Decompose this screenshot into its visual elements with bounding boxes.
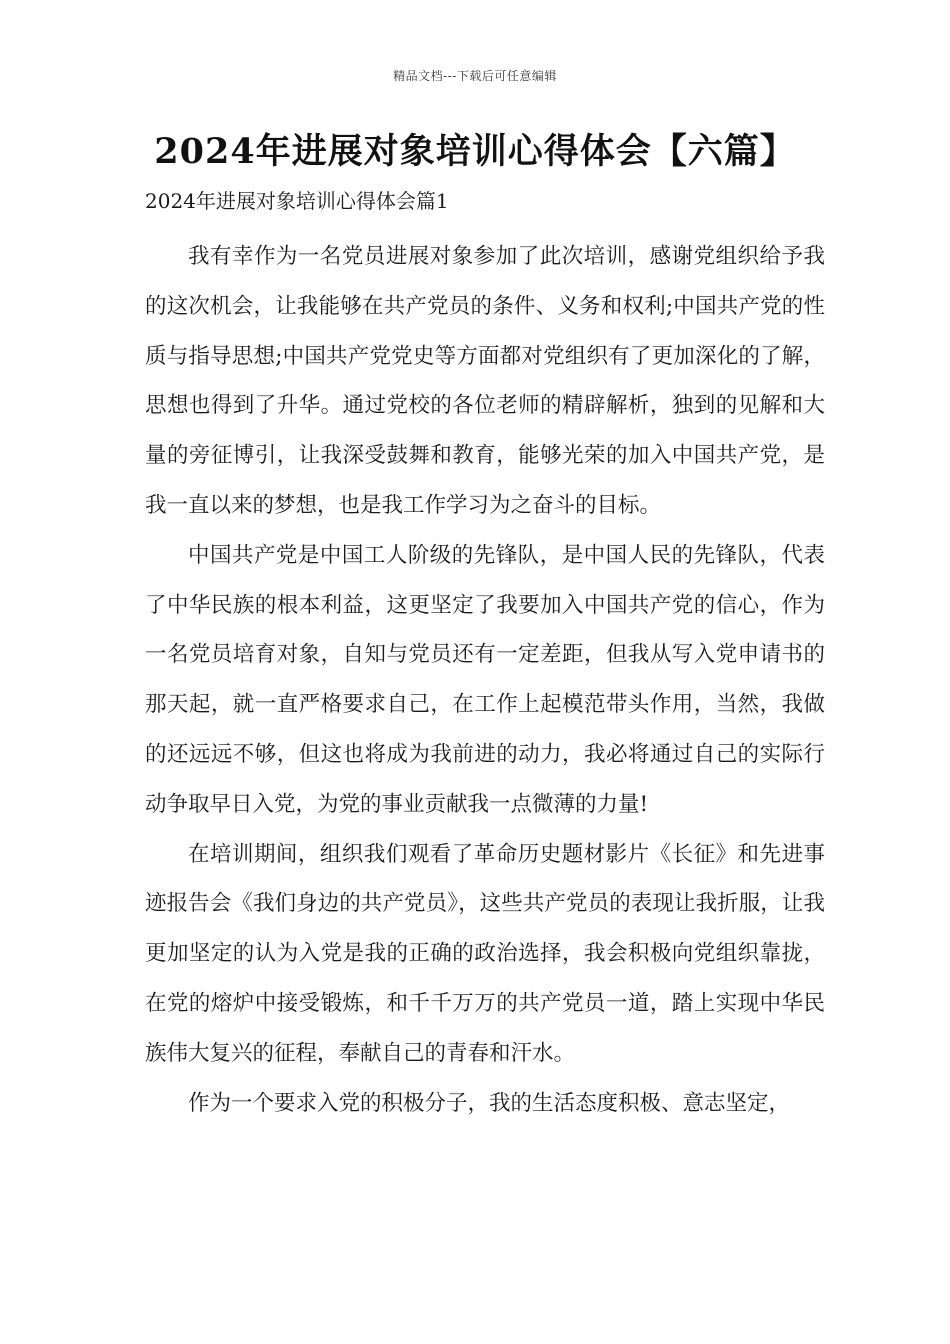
header-note: 精品文档---下载后可任意编辑: [393, 69, 557, 83]
paragraph: 中国共产党是中国工人阶级的先锋队，是中国人民的先锋队，代表了中华民族的根本利益，这更坚定了我要加入中国共产党的信心，作为一名党员培育对象，自知与党员还有一定差距，但我从写入党申请书的那天起，就一直严格要求自己，在工作上起模范带头作用，当然，我做的还远远不够，但这也将成为我前进的动力，我必将通过自己的实际行动争取早日入党，为党的事业贡献我一点微薄的力量!: [145, 542, 825, 817]
paragraph: 作为一个要求入党的积极分子，我的生活态度积极、意志坚定，: [188, 1090, 791, 1116]
section-heading: 2024年进展对象培训心得体会篇1: [145, 189, 449, 213]
document-body: [145, 232, 825, 1128]
paragraph: 我有幸作为一名党员进展对象参加了此次培训，感谢党组织给予我的这次机会，让我能够在共产党员的条件、义务和权利;中国共产党的性质与指导思想;中国共产党党史等方面都对党组织有了更加深化的了解，思想也得到了升华。通过党校的各位老师的精辟解析，独到的见解和大量的旁征博引，让我深受鼓舞和教育，能够光荣的加入中国共产党，是我一直以来的梦想，也是我工作学习为之奋斗的目标。: [145, 244, 825, 518]
paragraph: 在培训期间，组织我们观看了革命历史题材影片《长征》和先进事迹报告会《我们身边的共产党员》，这些共产党员的表现让我折服，让我更加坚定的认为入党是我的正确的政治选择，我会积极向党组织靠拢，在党的熔炉中接受锻炼，和千千万万的共产党员一道，踏上实现中华民族伟大复兴的征程，奉献自己的青春和汗水。: [145, 841, 825, 1066]
document-title: 2024年进展对象培训心得体会【六篇】: [154, 131, 796, 172]
